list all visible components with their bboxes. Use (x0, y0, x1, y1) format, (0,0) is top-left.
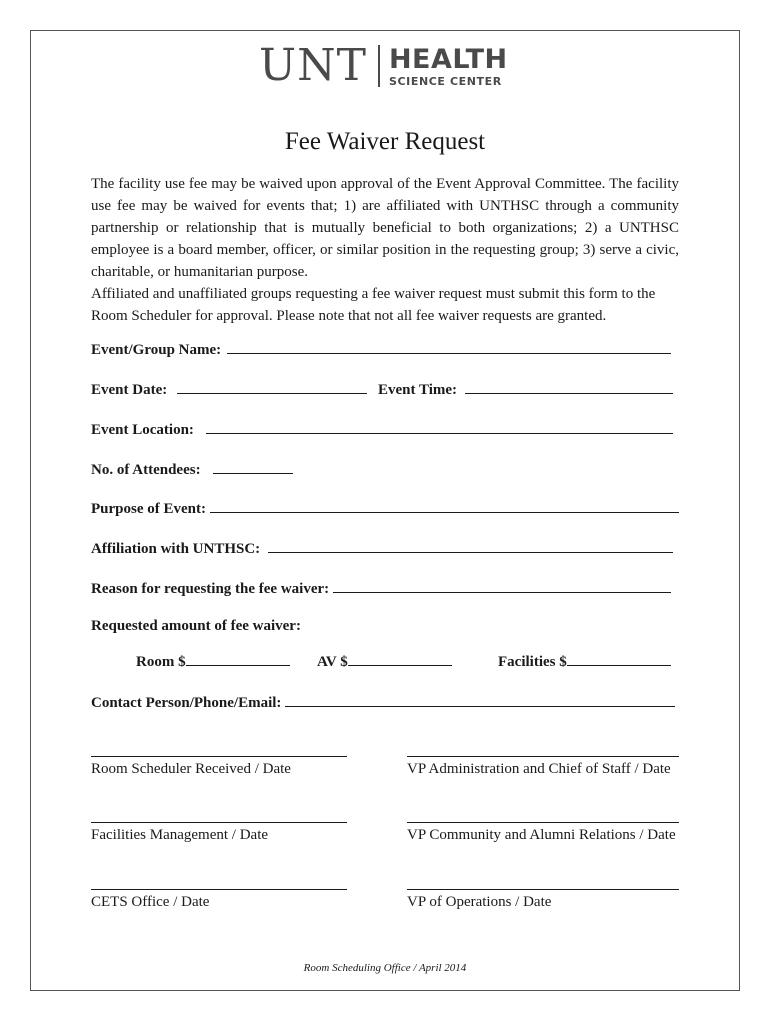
cets-signature-label: CETS Office / Date (91, 894, 210, 910)
affiliation-field[interactable] (268, 538, 673, 553)
unt-health-logo (259, 42, 508, 90)
event-location-label: Event Location: (91, 422, 194, 438)
attendees-label: No. of Attendees: (91, 462, 201, 478)
logo-health-text: HEALTH (388, 43, 508, 75)
vp-admin-signature-line[interactable] (407, 756, 679, 757)
event-location-field[interactable] (206, 419, 673, 434)
facilities-amount-row (498, 651, 671, 671)
purpose-field[interactable] (210, 498, 679, 513)
logo-divider (378, 45, 380, 87)
contact-field[interactable] (285, 692, 675, 707)
vp-community-signature-label: VP Community and Alumni Relations / Date (407, 827, 676, 843)
event-time-field[interactable] (465, 379, 673, 394)
event-group-name-label: Event/Group Name: (91, 342, 222, 358)
logo-right-block (388, 43, 508, 88)
event-time-row (378, 379, 673, 399)
logo-unt-text: UNT (259, 40, 367, 91)
reason-row (91, 578, 671, 598)
footer-text: Room Scheduling Office / April 2014 (303, 962, 467, 974)
page-title: Fee Waiver Request (284, 128, 486, 155)
vp-operations-signature-line[interactable] (407, 889, 679, 890)
facilities-amount-field[interactable] (567, 651, 671, 666)
cets-signature-line[interactable] (91, 889, 347, 890)
contact-label: Contact Person/Phone/Email: (91, 695, 282, 711)
affiliation-label: Affiliation with UNTHSC: (91, 541, 261, 557)
attendees-field[interactable] (213, 459, 293, 474)
facilities-mgmt-signature-line[interactable] (91, 822, 347, 823)
event-date-field[interactable] (177, 379, 367, 394)
purpose-row (91, 498, 679, 518)
room-amount-field[interactable] (186, 651, 290, 666)
event-date-label: Event Date: (91, 382, 168, 398)
event-date-row (91, 379, 367, 399)
requested-amount-label: Requested amount of fee waiver: (91, 618, 301, 634)
affiliation-row (91, 538, 673, 558)
av-amount-row (317, 651, 452, 671)
room-amount-row (136, 651, 290, 671)
facilities-amount-label: Facilities $ (498, 654, 567, 670)
vp-admin-signature-label: VP Administration and Chief of Staff / Date (407, 761, 671, 777)
av-amount-field[interactable] (348, 651, 452, 666)
contact-row (91, 692, 675, 712)
room-scheduler-signature-label: Room Scheduler Received / Date (91, 761, 291, 777)
logo-science-center-text: SCIENCE CENTER (388, 74, 502, 88)
vp-operations-signature-label: VP of Operations / Date (407, 894, 552, 910)
vp-community-signature-line[interactable] (407, 822, 679, 823)
event-time-label: Event Time: (378, 382, 458, 398)
event-group-name-row (91, 339, 671, 359)
requested-amount-row (91, 618, 301, 635)
facilities-mgmt-signature-label: Facilities Management / Date (91, 827, 269, 843)
purpose-label: Purpose of Event: (91, 501, 206, 517)
room-amount-label: Room $ (136, 654, 186, 670)
intro-paragraph: The facility use fee may be waived upon approval of the Event Approval Committee. The facility use fee may be waived for events that; 1) are affiliated with UNTHSC through a community partnership or relationship that is mutually beneficial to both organizations; 2) a UNTHSC employee is a board member, officer, or similar position in the requesting group; 3) serve a civic, charitable, or humanitarian purpose. (91, 176, 679, 280)
reason-field[interactable] (333, 578, 671, 593)
submission-paragraph: Affiliated and unaffiliated groups requesting a fee waiver request must submit this form to the Room Scheduler for approval. Please note that not all fee waiver requests are granted. (91, 286, 656, 324)
reason-label: Reason for requesting the fee waiver: (91, 581, 330, 597)
room-scheduler-signature-line[interactable] (91, 756, 347, 757)
event-location-row (91, 419, 673, 439)
event-group-name-field[interactable] (227, 339, 671, 354)
av-amount-label: AV $ (317, 654, 348, 670)
attendees-row (91, 459, 293, 479)
